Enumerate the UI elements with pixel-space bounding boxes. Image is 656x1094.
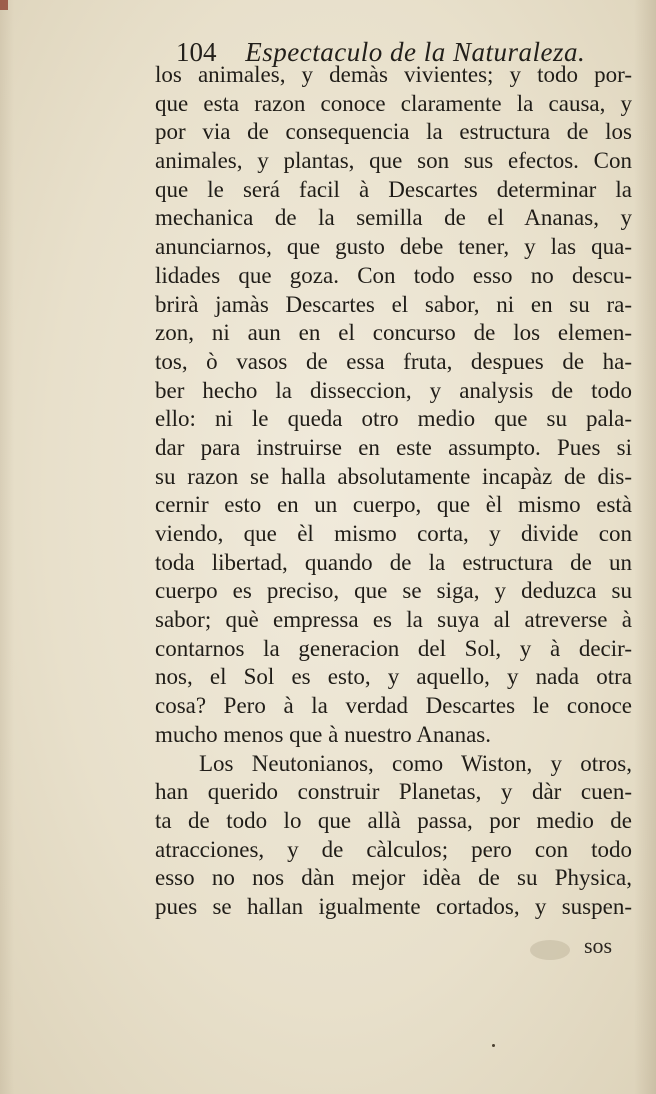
text-line: cuerpo es preciso, que se siga, y deduzca su bbox=[155, 578, 632, 604]
text-line: lidades que goza. Con todo esso no descu- bbox=[155, 262, 632, 288]
text-line: animales, y plantas, que son sus efectos. Con bbox=[155, 148, 632, 174]
text-line: que le será facil à Descartes determinar la bbox=[155, 176, 632, 202]
text-line: esso no nos dàn mejor idèa de su Physica, bbox=[155, 865, 632, 891]
ink-smudge bbox=[530, 940, 570, 960]
text-line: ber hecho la disseccion, y analysis de todo bbox=[155, 377, 632, 403]
ink-speck bbox=[492, 1044, 495, 1047]
text-line: sabor; què empressa es la suya al atreverse à bbox=[155, 607, 632, 633]
body-text bbox=[155, 61, 632, 922]
text-line: cernir esto en un cuerpo, que èl mismo està bbox=[155, 492, 632, 518]
text-line: viendo, que èl mismo corta, y divide con bbox=[155, 521, 632, 546]
text-line: mucho menos que à nuestro Ananas. bbox=[155, 721, 491, 747]
text-line: su razon se halla absolutamente incapàz de dis- bbox=[155, 463, 632, 489]
page-left-shadow bbox=[0, 0, 14, 1094]
text-line: contarnos la generacion del Sol, y à decir- bbox=[155, 635, 632, 661]
text-line: que esta razon conoce claramente la causa, y bbox=[155, 90, 632, 116]
text-line: ello: ni le queda otro medio que su pala- bbox=[155, 406, 632, 432]
text-line: por via de consequencia la estructura de los bbox=[155, 119, 632, 145]
text-line: los animales, y demàs vivientes; y todo por- bbox=[155, 62, 632, 87]
running-title: Espectaculo de la Naturaleza. bbox=[245, 37, 586, 67]
text-line: pues se hallan igualmente cortados, y suspen- bbox=[155, 893, 632, 919]
text-line: zon, ni aun en el concurso de los elemen- bbox=[155, 320, 632, 346]
text-line: tos, ò vasos de essa fruta, despues de ha- bbox=[155, 348, 632, 374]
text-line: han querido construir Planetas, y dàr cuen- bbox=[155, 779, 632, 805]
text-line: Los Neutonianos, como Wiston, y otros, bbox=[199, 750, 632, 776]
page-number: 104 bbox=[176, 37, 217, 67]
text-line: brirà jamàs Descartes el sabor, ni en su ra- bbox=[155, 291, 632, 317]
text-line: anunciarnos, que gusto debe tener, y las qua- bbox=[155, 234, 632, 260]
page-right-shadow bbox=[634, 0, 656, 1094]
text-line: nos, el Sol es esto, y aquello, y nada otra bbox=[155, 664, 632, 690]
text-line: mechanica de la semilla de el Ananas, y bbox=[155, 205, 632, 231]
text-line: cosa? Pero à la verdad Descartes le conoce bbox=[155, 693, 632, 719]
text-line: ta de todo lo que allà passa, por medio de bbox=[155, 807, 632, 833]
text-line: dar para instruirse en este assumpto. Pues si bbox=[155, 434, 632, 460]
text-line: toda libertad, quando de la estructura de un bbox=[155, 549, 632, 575]
text-line: atracciones, y de càlculos; pero con todo bbox=[155, 836, 632, 862]
catchword: sos bbox=[584, 933, 613, 958]
corner-stain bbox=[0, 0, 8, 10]
